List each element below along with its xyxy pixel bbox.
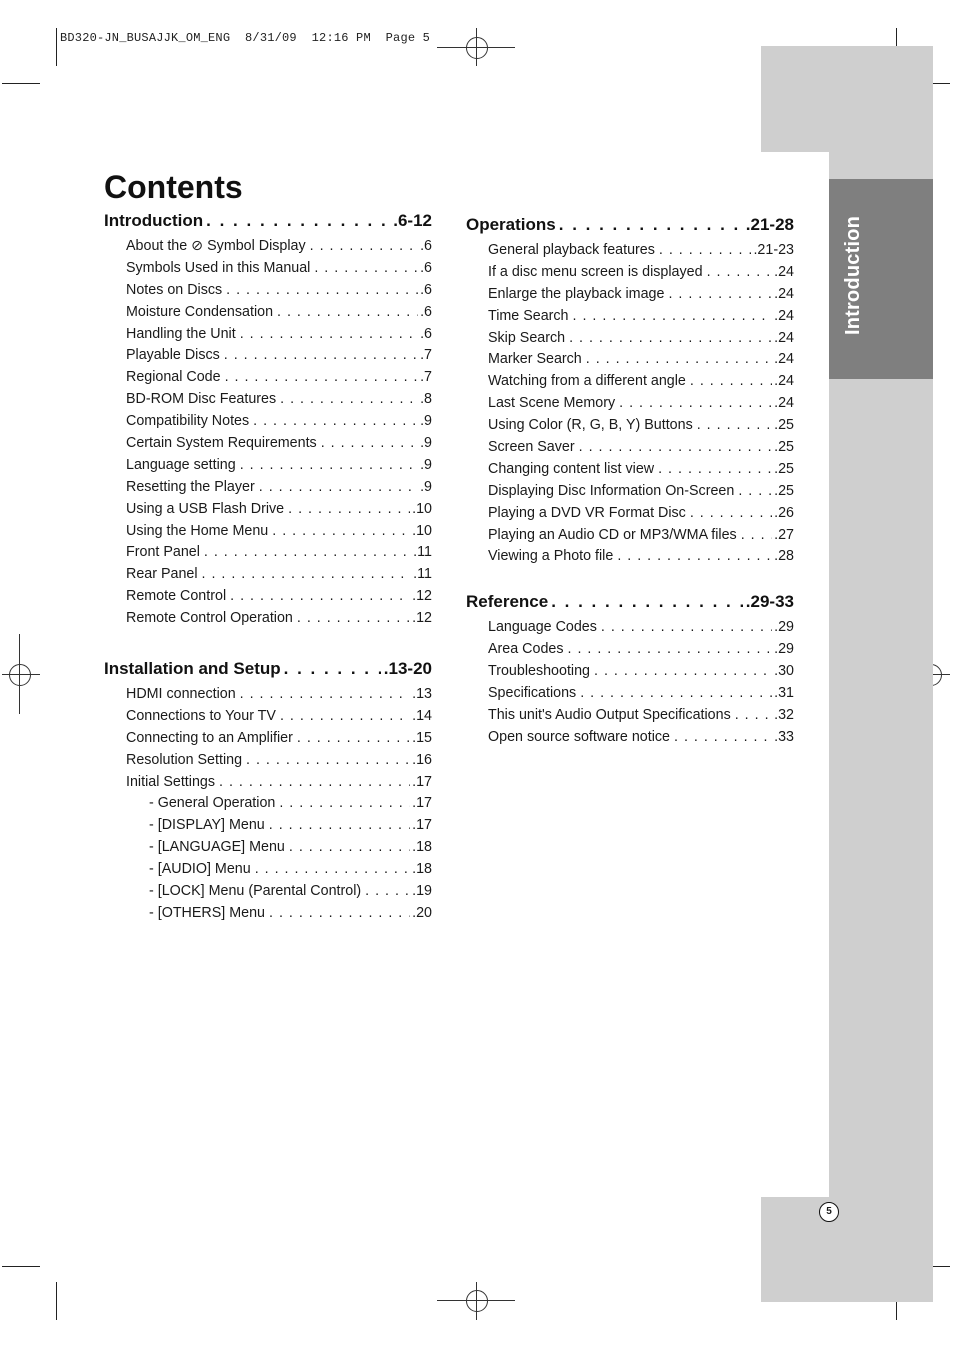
toc-entry-label: - [LANGUAGE] Menu [149, 839, 285, 856]
toc-entry-label: - [LOCK] Menu (Parental Control) [149, 883, 362, 900]
leader-dots [586, 349, 772, 371]
toc-entry-page: .24 [774, 373, 794, 390]
leader-dots [365, 881, 410, 903]
toc-entry-page: .9 [420, 478, 432, 495]
leader-dots [255, 859, 410, 881]
leader-dots [230, 586, 410, 608]
toc-entry-label: If a disc menu screen is displayed [488, 263, 703, 280]
toc-entry-page: .6 [420, 238, 432, 254]
section-entries [104, 236, 432, 630]
toc-entry[interactable] [466, 437, 794, 459]
toc-entry-page: .28 [774, 548, 794, 565]
leader-dots [277, 302, 418, 324]
leader-dots [690, 503, 772, 525]
leader-dots [741, 525, 772, 547]
leader-dots [240, 684, 410, 706]
toc-entry[interactable] [104, 772, 432, 794]
leader-dots [219, 772, 410, 794]
leader-dots [735, 705, 772, 727]
toc-entry-page: .9 [420, 435, 432, 452]
toc-entry-label: Last Scene Memory [488, 395, 616, 412]
toc-entry-label: Language Codes [488, 619, 597, 636]
toc-entry-label: Changing content list view [488, 460, 655, 477]
section-heading[interactable]: Introduction . . . .6-12 [104, 211, 432, 233]
toc-entry[interactable] [104, 477, 432, 499]
leader-dots [617, 546, 772, 568]
toc-entry[interactable] [104, 815, 432, 837]
toc-entry[interactable] [104, 728, 432, 750]
toc-entry[interactable] [466, 349, 794, 371]
toc-entry[interactable] [466, 240, 794, 262]
toc-entry[interactable] [466, 306, 794, 328]
toc-entry[interactable] [466, 371, 794, 393]
leader-dots [690, 371, 772, 393]
toc-entry-page: .13 [412, 686, 432, 703]
toc-entry-page: .17 [412, 817, 432, 834]
toc-entry-label: Playing an Audio CD or MP3/WMA files [488, 526, 737, 543]
leader-dots [707, 262, 773, 284]
toc-entry-page: .9 [420, 413, 432, 430]
toc-entry[interactable] [104, 389, 432, 411]
toc-entry-page: .25 [774, 417, 794, 434]
toc-entry-label: Troubleshooting [488, 663, 590, 680]
leader-dots [658, 459, 772, 481]
toc-entry[interactable] [104, 881, 432, 903]
toc-entry-page: .31 [774, 685, 794, 702]
toc-entry[interactable] [104, 706, 432, 728]
toc-entry-page: .33 [774, 728, 794, 745]
toc-entry-label: BD-ROM Disc Features [126, 391, 277, 408]
leader-dots [619, 393, 772, 415]
toc-entry-label: - [DISPLAY] Menu [149, 817, 265, 834]
toc-entry-page: .6 [420, 259, 432, 276]
toc-entry-page: .12 [412, 588, 432, 605]
toc-entry[interactable] [466, 727, 794, 749]
leader-dots [289, 837, 410, 859]
leader-dots [297, 608, 410, 630]
toc-entry-page: .24 [774, 285, 794, 302]
leader-dots [226, 280, 418, 302]
toc-entry-label: Handling the Unit [126, 325, 236, 342]
toc-entry-label: Skip Search [488, 329, 566, 346]
toc-entry-label: Time Search [488, 307, 569, 324]
leader-dots [288, 499, 410, 521]
toc-entry-page: .24 [774, 263, 794, 280]
toc-entry-label: Enlarge the playback image [488, 285, 665, 302]
toc-entry-page: .21-23 [753, 242, 794, 258]
leader-dots [240, 324, 418, 346]
toc-entry-page: .18 [412, 839, 432, 856]
section-tab-label: Introduction [842, 215, 864, 335]
toc-entry-label: Resolution Setting [126, 751, 243, 768]
toc-section-reference [466, 592, 794, 748]
toc-entry[interactable] [466, 393, 794, 415]
toc-entry[interactable] [104, 750, 432, 772]
toc-entry[interactable] [104, 837, 432, 859]
page-number: 5 [819, 1202, 839, 1222]
toc-entry-page: .25 [774, 482, 794, 499]
toc-entry-label: Area Codes [488, 641, 564, 658]
toc-entry-label: Front Panel [126, 544, 200, 561]
leader-dots [297, 728, 410, 750]
toc-entry-label: Remote Control Operation [126, 610, 293, 627]
toc-entry-page: .20 [412, 904, 432, 921]
toc-entry-page: .6 [420, 325, 432, 342]
toc-entry[interactable] [466, 683, 794, 705]
toc-entry[interactable] [104, 302, 432, 324]
leader-dots [573, 306, 773, 328]
toc-entry-page: .15 [412, 729, 432, 746]
toc-entry-page: .26 [774, 504, 794, 521]
page-title: Contents [104, 169, 243, 205]
toc-entry[interactable] [104, 564, 432, 586]
leader-dots [601, 617, 772, 639]
toc-entry-page: .17 [412, 773, 432, 790]
toc-entry[interactable] [104, 903, 432, 925]
section-heading[interactable]: Operations . . . .21-28 [466, 215, 794, 237]
toc-entry-page: .9 [420, 456, 432, 473]
toc-entry-page: .14 [412, 707, 432, 724]
toc-entry-page: .19 [412, 883, 432, 900]
toc-entry[interactable] [104, 367, 432, 389]
leader-dots [310, 236, 418, 258]
leader-dots [321, 433, 418, 455]
leader-dots [280, 706, 410, 728]
toc-entry-page: .6 [420, 303, 432, 320]
toc-entry[interactable] [466, 546, 794, 568]
toc-entry-label: Moisture Condensation [126, 303, 274, 320]
toc-entry-page: .8 [420, 391, 432, 408]
toc-entry[interactable] [104, 542, 432, 564]
side-panel-bottom [761, 1197, 933, 1302]
toc-entry-page: .6 [420, 281, 432, 298]
leader-dots [314, 258, 418, 280]
toc-entry[interactable] [466, 459, 794, 481]
leader-dots [674, 727, 772, 749]
leader-dots [668, 284, 772, 306]
leader-dots [240, 455, 418, 477]
toc-entry-page: .32 [774, 706, 794, 723]
toc-entry-page: .16 [412, 751, 432, 768]
toc-entry-label: Symbols Used in this Manual [126, 259, 311, 276]
leader-dots [269, 903, 410, 925]
toc-entry[interactable] [466, 415, 794, 437]
leader-dots [580, 683, 772, 705]
toc-column-left [104, 211, 432, 925]
toc-entry-label: Screen Saver [488, 439, 575, 456]
toc-entry-label: - [OTHERS] Menu [149, 904, 265, 921]
leader-dots [579, 437, 773, 459]
toc-entry-page: .25 [774, 439, 794, 456]
toc-entry[interactable] [104, 455, 432, 477]
toc-entry-page: .24 [774, 307, 794, 324]
toc-entry[interactable] [104, 608, 432, 630]
side-panel-top [761, 46, 933, 152]
leader-dots [259, 477, 418, 499]
toc-section-installation [104, 659, 432, 925]
toc-entry[interactable] [466, 262, 794, 284]
toc-entry-label: General playback features [488, 242, 655, 258]
toc-entry[interactable] [466, 705, 794, 727]
toc-entry[interactable] [466, 661, 794, 683]
leader-dots [224, 345, 418, 367]
leader-dots [280, 389, 418, 411]
leader-dots [568, 639, 773, 661]
leader-dots [279, 793, 410, 815]
leader-dots [272, 521, 410, 543]
toc-entry-label: Specifications [488, 685, 577, 702]
toc-entry[interactable] [104, 433, 432, 455]
toc-entry[interactable] [104, 521, 432, 543]
toc-entry-label: Resetting the Player [126, 478, 255, 495]
leader-dots [246, 750, 410, 772]
toc-entry-label: Remote Control [126, 588, 227, 605]
print-slug: BD320-JN_BUSAJJK_OM_ENG 8/31/09 12:16 PM Page 5 [60, 31, 431, 45]
toc-entry-label: Using Color (R, G, B, Y) Buttons [488, 417, 693, 434]
toc-entry-label: - [AUDIO] Menu [149, 861, 251, 878]
toc-entry-page: .24 [774, 351, 794, 368]
toc-section-operations [466, 215, 794, 568]
toc-entry[interactable] [466, 284, 794, 306]
toc-entry-label: Viewing a Photo file [488, 548, 614, 565]
toc-entry[interactable] [466, 503, 794, 525]
toc-entry-page: .11 [413, 566, 432, 583]
toc-entry-label: Connections to Your TV [126, 707, 276, 724]
toc-entry[interactable] [104, 345, 432, 367]
toc-column-right [466, 215, 794, 749]
leader-dots [202, 564, 412, 586]
toc-entry[interactable] [104, 499, 432, 521]
toc-entry[interactable] [104, 859, 432, 881]
toc-entry-page: .29 [774, 619, 794, 636]
toc-entry[interactable] [104, 324, 432, 346]
leader-dots [569, 328, 772, 350]
toc-entry-label: Playable Discs [126, 347, 220, 364]
toc-entry-page: .24 [774, 395, 794, 412]
toc-entry[interactable] [466, 525, 794, 547]
toc-entry-page: .7 [420, 369, 432, 386]
toc-entry-label: Using the Home Menu [126, 522, 269, 539]
toc-entry-label: Regional Code [126, 369, 221, 386]
section-entries [104, 684, 432, 925]
toc-entry[interactable] [466, 639, 794, 661]
leader-dots [659, 240, 752, 262]
toc-entry-label: Rear Panel [126, 566, 198, 583]
toc-entry-page: .29 [774, 641, 794, 658]
toc-entry[interactable] [104, 258, 432, 280]
toc-entry-label: - General Operation [149, 795, 276, 812]
toc-entry-label: Watching from a different angle [488, 373, 686, 390]
section-entries [466, 240, 794, 568]
toc-entry-label: Initial Settings [126, 773, 216, 790]
toc-entry[interactable] [104, 793, 432, 815]
toc-entry-label: Marker Search [488, 351, 582, 368]
toc-entry[interactable] [466, 481, 794, 503]
leader-dots [204, 542, 411, 564]
leader-dots [697, 415, 772, 437]
toc-entry-page: .10 [412, 500, 432, 517]
toc-section-introduction [104, 211, 432, 630]
toc-entry-label: HDMI connection [126, 686, 236, 703]
toc-entry-page: .12 [412, 610, 432, 627]
leader-dots [225, 367, 418, 389]
section-heading[interactable]: Installation and Setup . . . .13-20 [104, 659, 432, 681]
toc-entry-label: Playing a DVD VR Format Disc [488, 504, 686, 521]
toc-entry-label: Certain System Requirements [126, 435, 317, 452]
toc-entry[interactable] [104, 280, 432, 302]
toc-entry[interactable] [104, 684, 432, 706]
toc-entry-label: Open source software notice [488, 728, 670, 745]
toc-entry-label: Connecting to an Amplifier [126, 729, 293, 746]
toc-entry[interactable] [104, 411, 432, 433]
toc-entry-label: Compatibility Notes [126, 413, 250, 430]
section-heading[interactable]: Reference . . . .29-33 [466, 592, 794, 614]
toc-entry-page: .24 [774, 329, 794, 346]
toc-entry-page: .11 [413, 544, 432, 561]
toc-entry-page: .18 [412, 861, 432, 878]
leader-dots [253, 411, 418, 433]
toc-entry-page: .10 [412, 522, 432, 539]
toc-entry[interactable] [104, 586, 432, 608]
toc-entry-label: Notes on Discs [126, 281, 223, 298]
toc-entry[interactable] [104, 236, 432, 258]
toc-entry-label: Language setting [126, 456, 236, 473]
toc-entry-label: This unit's Audio Output Specifications [488, 706, 731, 723]
section-entries [466, 617, 794, 748]
toc-entry-page: .27 [774, 526, 794, 543]
toc-entry[interactable] [466, 617, 794, 639]
leader-dots [269, 815, 410, 837]
toc-entry-label: About the ⊘ Symbol Display [126, 238, 306, 254]
leader-dots [738, 481, 772, 503]
toc-entry[interactable] [466, 328, 794, 350]
toc-entry-page: .17 [412, 795, 432, 812]
toc-entry-label: Using a USB Flash Drive [126, 500, 285, 517]
toc-entry-page: .7 [420, 347, 432, 364]
toc-entry-label: Displaying Disc Information On-Screen [488, 482, 735, 499]
toc-entry-page: .25 [774, 460, 794, 477]
leader-dots [594, 661, 772, 683]
toc-entry-page: .30 [774, 663, 794, 680]
